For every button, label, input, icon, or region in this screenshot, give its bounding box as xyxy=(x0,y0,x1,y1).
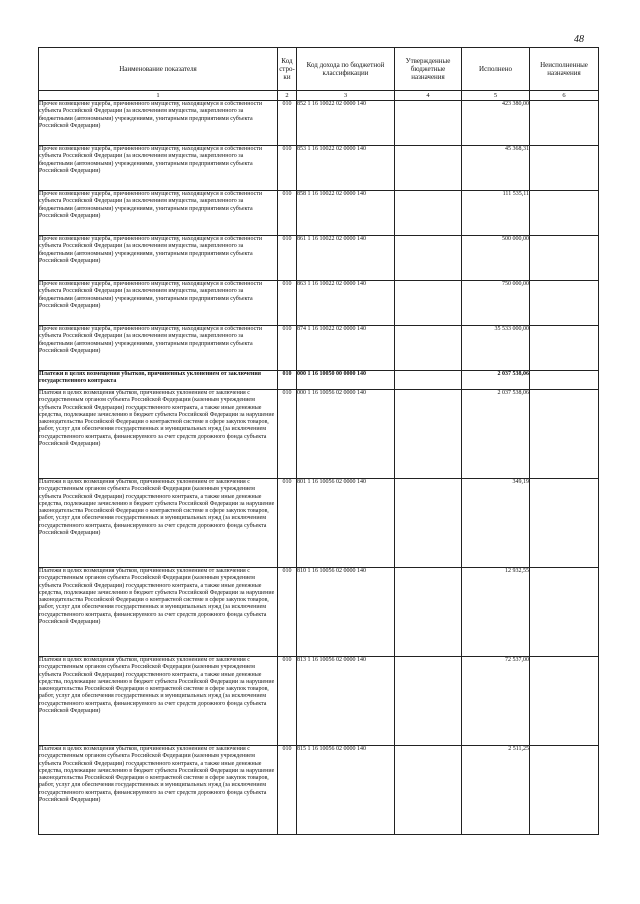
row-name: Платежи в целях возмещения убытков, причиненных уклонением от заключения с государственным органом субъекта Российской Федерации (казенным учреждением субъекта Российской Федерации) государственного контракта, а также иные денежные средства, подлежащие зачислению в бюджет субъекта Российской Федерации за нарушение законодательства Российской Федерации о контрактной системе в сфере закупок товаров, работ, услуг для обеспечения государственных и муниципальных нужд (за исключением государственного контракта, финансируемого за счет средств дорожного фонда субъекта Российской Федерации) xyxy=(39,479,278,568)
row-unexecuted xyxy=(530,371,599,390)
row-code: 010 xyxy=(278,390,297,479)
row-code: 010 xyxy=(278,657,297,746)
table-row xyxy=(39,746,599,835)
row-code: 010 xyxy=(278,101,297,146)
row-code: 010 xyxy=(278,371,297,390)
row-code: 010 xyxy=(278,146,297,191)
row-income-code: 853 1 16 10022 02 0000 140 xyxy=(297,146,395,191)
table-body xyxy=(39,91,599,835)
table-row xyxy=(39,101,599,146)
row-unexecuted xyxy=(530,101,599,146)
row-unexecuted xyxy=(530,326,599,371)
row-executed: 500 000,00 xyxy=(462,236,530,281)
row-code: 010 xyxy=(278,191,297,236)
row-income-code: 863 1 16 10022 02 0000 140 xyxy=(297,281,395,326)
row-code: 010 xyxy=(278,746,297,835)
row-unexecuted xyxy=(530,479,599,568)
row-executed: 2 511,25 xyxy=(462,746,530,835)
table-row xyxy=(39,236,599,281)
row-income-code: 874 1 16 10022 02 0000 140 xyxy=(297,326,395,371)
column-number: 6 xyxy=(530,91,599,101)
row-approved xyxy=(395,236,462,281)
table-row xyxy=(39,479,599,568)
row-executed: 111 535,11 xyxy=(462,191,530,236)
column-number: 4 xyxy=(395,91,462,101)
table-row xyxy=(39,390,599,479)
row-approved xyxy=(395,371,462,390)
table-row xyxy=(39,146,599,191)
row-name: Платежи в целях возмещения убытков, причиненных уклонением от заключения с государственным органом субъекта Российской Федерации (казенным учреждением субъекта Российской Федерации) государственного контракта, а также иные денежные средства, подлежащие зачислению в бюджет субъекта Российской Федерации за нарушение законодательства Российской Федерации о контрактной системе в сфере закупок товаров, работ, услуг для обеспечения государственных и муниципальных нужд (за исключением государственного контракта, финансируемого за счет средств дорожного фонда субъекта Российской Федерации) xyxy=(39,657,278,746)
row-executed: 750 000,00 xyxy=(462,281,530,326)
row-approved xyxy=(395,657,462,746)
row-name: Платежи в целях возмещения убытков, причиненных уклонением от заключения с государственным органом субъекта Российской Федерации (казенным учреждением субъекта Российской Федерации) государственного контракта, а также иные денежные средства, подлежащие зачислению в бюджет субъекта Российской Федерации за нарушение законодательства Российской Федерации о контрактной системе в сфере закупок товаров, работ, услуг для обеспечения государственных и муниципальных нужд (за исключением государственного контракта, финансируемого за счет средств дорожного фонда субъекта Российской Федерации) xyxy=(39,390,278,479)
row-income-code: 813 1 16 10056 02 0000 140 xyxy=(297,657,395,746)
row-approved xyxy=(395,479,462,568)
row-unexecuted xyxy=(530,568,599,657)
row-executed: 2 037 538,06 xyxy=(462,371,530,390)
row-approved xyxy=(395,101,462,146)
row-code: 010 xyxy=(278,236,297,281)
row-unexecuted xyxy=(530,746,599,835)
row-name: Прочее возмещение ущерба, причиненного имуществу, находящемуся в собственности субъекта Российской Федерации (за исключением имущества, закрепленного за бюджетными (автономными) учреждениями, унитарными предприятиями субъекта Российской Федерации) xyxy=(39,101,278,146)
row-code: 010 xyxy=(278,281,297,326)
table-row xyxy=(39,326,599,371)
row-name: Платежи в целях возмещения убытков, причиненных уклонением от заключения государственного контракта xyxy=(39,371,278,390)
page-number: 48 xyxy=(574,34,584,45)
header-income-code: Код дохода по бюджетной классификации xyxy=(297,48,395,91)
report-table xyxy=(38,47,599,835)
row-name: Платежи в целях возмещения убытков, причиненных уклонением от заключения с государственным органом субъекта Российской Федерации (казенным учреждением субъекта Российской Федерации) государственного контракта, а также иные денежные средства, подлежащие зачислению в бюджет субъекта Российской Федерации за нарушение законодательства Российской Федерации о контрактной системе в сфере закупок товаров, работ, услуг для обеспечения государственных и муниципальных нужд (за исключением государственного контракта, финансируемого за счет средств дорожного фонда субъекта Российской Федерации) xyxy=(39,746,278,835)
row-unexecuted xyxy=(530,657,599,746)
row-executed: 12 932,55 xyxy=(462,568,530,657)
row-executed: 2 037 538,06 xyxy=(462,390,530,479)
row-income-code: 852 1 16 10022 02 0000 140 xyxy=(297,101,395,146)
column-number: 5 xyxy=(462,91,530,101)
row-income-code: 858 1 16 10022 02 0000 140 xyxy=(297,191,395,236)
row-code: 010 xyxy=(278,568,297,657)
row-name: Прочее возмещение ущерба, причиненного имуществу, находящемуся в собственности субъекта Российской Федерации (за исключением имущества, закрепленного за бюджетными (автономными) учреждениями, унитарными предприятиями субъекта Российской Федерации) xyxy=(39,281,278,326)
row-unexecuted xyxy=(530,281,599,326)
table-row xyxy=(39,371,599,390)
table-row xyxy=(39,657,599,746)
column-number-row xyxy=(39,91,599,101)
row-code: 010 xyxy=(278,479,297,568)
header-code: Код стро-ки xyxy=(278,48,297,91)
row-approved xyxy=(395,326,462,371)
header-unexecuted: Неисполненные назначения xyxy=(530,48,599,91)
row-name: Прочее возмещение ущерба, причиненного имуществу, находящемуся в собственности субъекта Российской Федерации (за исключением имущества, закрепленного за бюджетными (автономными) учреждениями, унитарными предприятиями субъекта Российской Федерации) xyxy=(39,236,278,281)
header-executed: Исполнено xyxy=(462,48,530,91)
row-approved xyxy=(395,146,462,191)
table-row xyxy=(39,568,599,657)
header-approved: Утвержденные бюджетные назначения xyxy=(395,48,462,91)
row-executed: 35 533 000,00 xyxy=(462,326,530,371)
row-approved xyxy=(395,390,462,479)
row-approved xyxy=(395,746,462,835)
row-name: Прочее возмещение ущерба, причиненного имуществу, находящемуся в собственности субъекта Российской Федерации (за исключением имущества, закрепленного за бюджетными (автономными) учреждениями, унитарными предприятиями субъекта Российской Федерации) xyxy=(39,326,278,371)
table-row xyxy=(39,191,599,236)
row-unexecuted xyxy=(530,191,599,236)
row-income-code: 801 1 16 10056 02 0000 140 xyxy=(297,479,395,568)
column-number: 2 xyxy=(278,91,297,101)
row-income-code: 000 1 16 10056 02 0000 140 xyxy=(297,390,395,479)
row-name: Прочее возмещение ущерба, причиненного имуществу, находящемуся в собственности субъекта Российской Федерации (за исключением имущества, закрепленного за бюджетными (автономными) учреждениями, унитарными предприятиями субъекта Российской Федерации) xyxy=(39,191,278,236)
row-approved xyxy=(395,568,462,657)
row-name: Прочее возмещение ущерба, причиненного имуществу, находящемуся в собственности субъекта Российской Федерации (за исключением имущества, закрепленного за бюджетными (автономными) учреждениями, унитарными предприятиями субъекта Российской Федерации) xyxy=(39,146,278,191)
row-income-code: 815 1 16 10056 02 0000 140 xyxy=(297,746,395,835)
column-number: 1 xyxy=(39,91,278,101)
row-unexecuted xyxy=(530,236,599,281)
row-income-code: 861 1 16 10022 02 0000 140 xyxy=(297,236,395,281)
row-income-code: 000 1 16 10050 00 0000 140 xyxy=(297,371,395,390)
row-unexecuted xyxy=(530,390,599,479)
row-executed: 45 368,31 xyxy=(462,146,530,191)
row-name: Платежи в целях возмещения убытков, причиненных уклонением от заключения с государственным органом субъекта Российской Федерации (казенным учреждением субъекта Российской Федерации) государственного контракта, а также иные денежные средства, подлежащие зачислению в бюджет субъекта Российской Федерации за нарушение законодательства Российской Федерации о контрактной системе в сфере закупок товаров, работ, услуг для обеспечения государственных и муниципальных нужд (за исключением государственного контракта, финансируемого за счет средств дорожного фонда субъекта Российской Федерации) xyxy=(39,568,278,657)
row-code: 010 xyxy=(278,326,297,371)
row-unexecuted xyxy=(530,146,599,191)
table-row xyxy=(39,281,599,326)
row-executed: 423 380,00 xyxy=(462,101,530,146)
row-executed: 72 537,00 xyxy=(462,657,530,746)
row-income-code: 810 1 16 10056 02 0000 140 xyxy=(297,568,395,657)
column-number: 3 xyxy=(297,91,395,101)
row-approved xyxy=(395,191,462,236)
row-approved xyxy=(395,281,462,326)
row-executed: 349,19 xyxy=(462,479,530,568)
header-name: Наименование показателя xyxy=(39,48,278,91)
table-header xyxy=(39,48,599,91)
